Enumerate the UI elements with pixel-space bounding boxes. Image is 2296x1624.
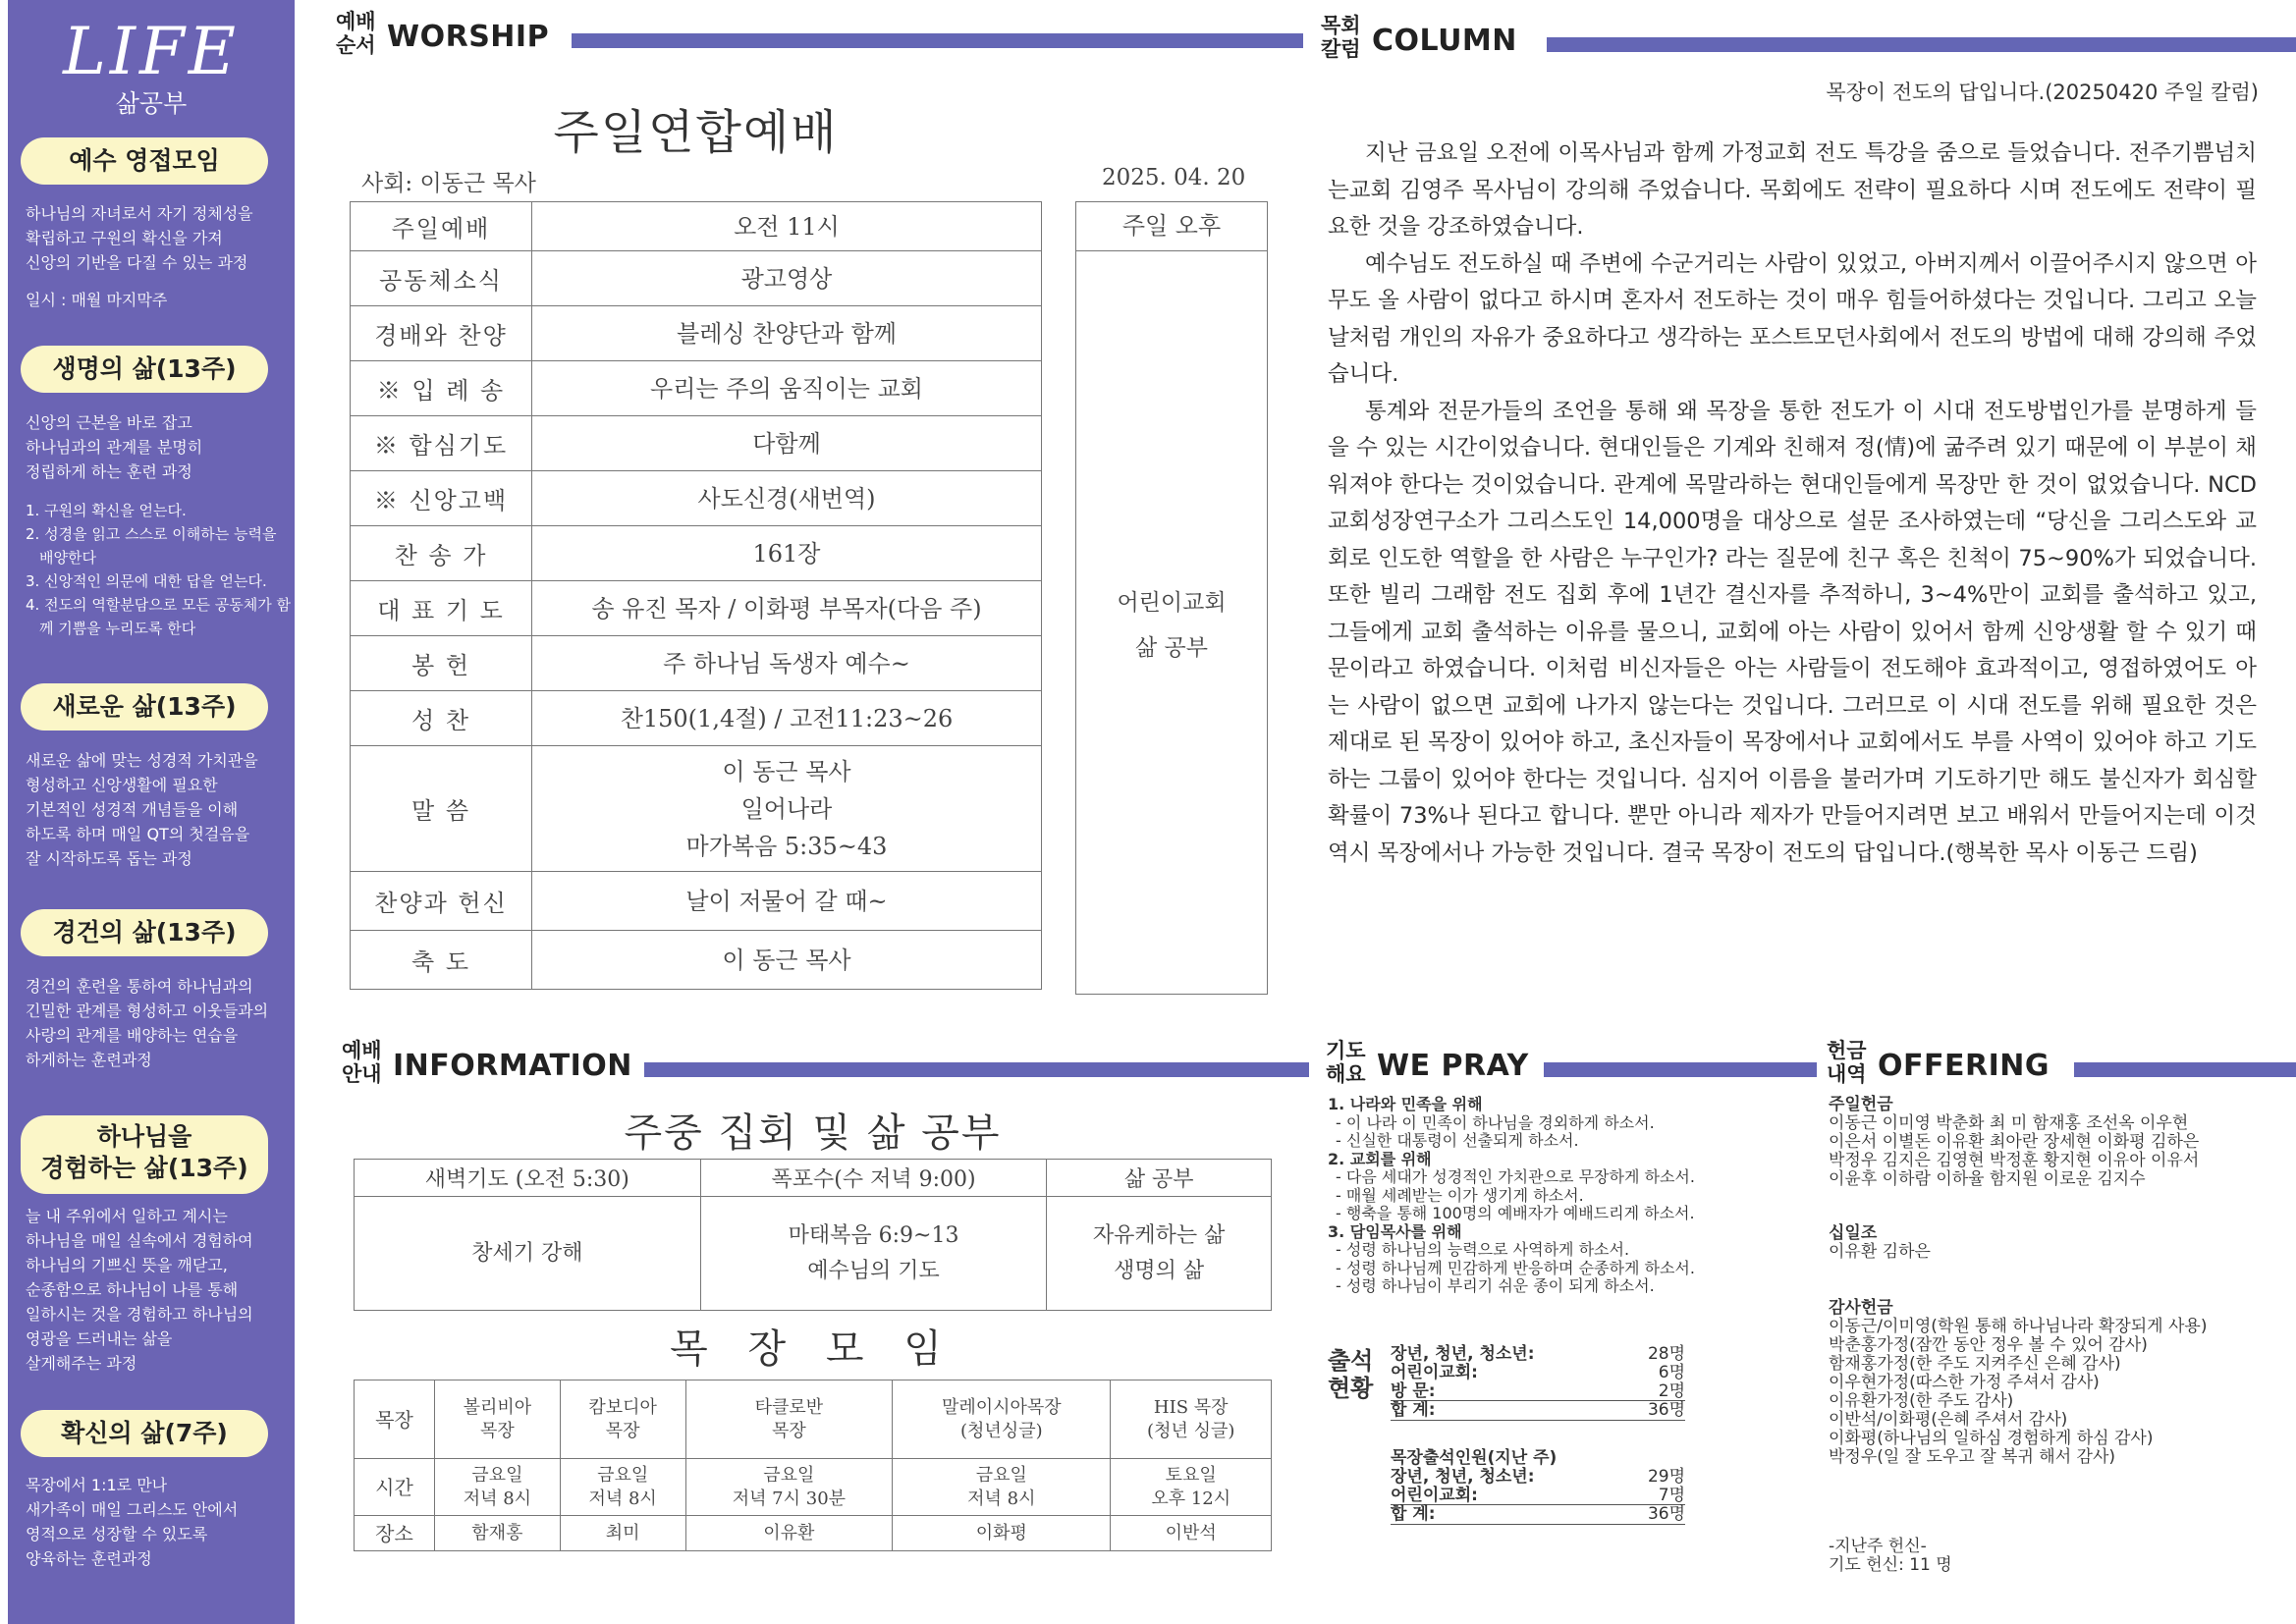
information-title: 주중 집회 및 삶 공부 [624, 1110, 1002, 1156]
information-header-kr: 예배 안내 [342, 1039, 382, 1086]
afternoon-body: 어린이교회 삶 공부 [1117, 590, 1227, 661]
header-bar [572, 33, 1303, 48]
offering-line: 이동근 이미영 박춘화 최 미 함재홍 조선옥 이우현 [1829, 1113, 2189, 1133]
sidebar-course-title: 생명의 삶(13주) [21, 346, 268, 393]
offering-line: 박정우(일 잘 도우고 잘 복귀 해서 감사) [1829, 1447, 2116, 1467]
sidebar-course-title: 예수 영접모임 [21, 137, 268, 185]
prayer-item: - 성령 하나님께 민감하게 반응하며 순종하게 하소서. [1336, 1258, 1695, 1277]
attendance-row: 어린이교회: 7명 [1391, 1486, 1685, 1505]
prayer-topic: 2. 교회를 위해 [1328, 1149, 1432, 1168]
sidebar-course-desc: 하나님의 자녀로서 자기 정체성을 확립하고 구원의 확신을 가져 신앙의 기반을 다질 수 있는 과정 [26, 204, 253, 272]
order-value: 우리는 주의 움직이는 교회 [532, 361, 1042, 416]
table-row [351, 636, 1042, 691]
group-time: 토요일 오후 12시 [1111, 1459, 1272, 1516]
worship-title: 주일연합예배 [553, 105, 839, 160]
offering-line: 이은서 이별돈 이유환 최아란 장세현 이화평 김하은 [1829, 1132, 2200, 1152]
column-header [1321, 14, 2296, 63]
table-row [351, 202, 1042, 251]
prayer-item: - 이 나라 이 민족이 하나님을 경외하게 하소서. [1336, 1112, 1655, 1132]
table-row [351, 526, 1042, 581]
group-place: 이유환 [685, 1516, 893, 1551]
group-place: 이화평 [893, 1516, 1111, 1551]
order-label: ※ 신앙고백 [351, 471, 532, 526]
group-meetings-table [354, 1380, 1272, 1551]
order-value: 오전 11시 [532, 202, 1042, 251]
offering-category: 십일조 [1829, 1223, 1878, 1243]
information-header-en: INFORMATION [393, 1049, 632, 1083]
prayer-list [1328, 1096, 1789, 1296]
offering-header-en: OFFERING [1878, 1049, 2050, 1083]
offering-line: 함재홍가정(한 주도 지켜주신 은혜 감사) [1829, 1354, 2121, 1374]
offering-line: 이우현가정(따스한 가정 주셔서 감사) [1829, 1373, 2100, 1392]
table-row [351, 872, 1042, 931]
offering-line: 이화평(하나님의 일하심 경험하게 하심 감사) [1829, 1429, 2154, 1448]
order-label: ※ 입 례 송 [351, 361, 532, 416]
sidebar-course-title: 하나님을 경험하는 삶(13주) [21, 1115, 268, 1194]
order-value: 이 동근 목사 일어나라 마가복음 5:35~43 [532, 746, 1042, 872]
row-label: 목장 [355, 1380, 435, 1459]
group-name: 말레이시아목장 (청년싱글) [893, 1380, 1111, 1459]
worship-date: 2025. 04. 20 [1102, 165, 1246, 190]
prayer-item: - 성령 하나님의 능력으로 사역하게 하소서. [1336, 1240, 1630, 1259]
sidebar-course-desc: 늘 내 주위에서 일하고 계시는 하나님을 매일 실속에서 경험하여 하나님의 기쁘신 뜻을 깨닫고, 순종함으로 하나님이 나를 통해 일하시는 것을 경험하고 하나님의 영광을 드러내는 삶을 살게해주는 과정 [26, 1207, 253, 1373]
life-logo-subtitle: 삶공부 [115, 89, 188, 118]
sidebar-course-note: 일시 : 매월 마지막주 [26, 291, 168, 309]
prayer-item: - 신실한 대통령이 선출되게 하소서. [1336, 1131, 1579, 1150]
order-value: 주 하나님 독생자 예수~ [532, 636, 1042, 691]
sidebar-course-list: 1. 구원의 확신을 얻는다. 2. 성경을 읽고 스스로 이해하는 능력을 배양한다 3. 신앙적인 의문에 대한 답을 얻는다. 4. 전도의 역할분담으로 모든 공동체가 함께 기쁨을 누리도록 한다 [26, 502, 291, 637]
prayer-item: - 성령 하나님이 부리기 쉬운 종이 되게 하소서. [1336, 1276, 1655, 1295]
header-bar [1544, 1062, 1817, 1077]
order-label: 공동체소식 [351, 251, 532, 306]
order-value: 사도신경(새번역) [532, 471, 1042, 526]
meeting-head: 삶 공부 [1047, 1160, 1272, 1197]
worship-header-kr: 예배 순서 [336, 10, 376, 57]
row-label: 시간 [355, 1459, 435, 1516]
offering-header-kr: 헌금 내역 [1827, 1039, 1867, 1086]
afternoon-head: 주일 오후 [1076, 202, 1267, 251]
table-row [351, 931, 1042, 990]
table-row [351, 691, 1042, 746]
order-value: 161장 [532, 526, 1042, 581]
table-row [351, 306, 1042, 361]
offering-footer-title: -지난주 헌신- [1829, 1537, 1927, 1556]
table-row [355, 1516, 1272, 1551]
order-value: 광고영상 [532, 251, 1042, 306]
table-row [351, 581, 1042, 636]
offering-category: 감사헌금 [1829, 1298, 1893, 1318]
table-row [355, 1197, 1272, 1311]
meeting-body: 창세기 강해 [355, 1197, 701, 1311]
table-row [351, 416, 1042, 471]
sidebar-course-title: 확신의 삶(7주) [21, 1410, 268, 1457]
group-name: HIS 목장 (청년 싱글) [1111, 1380, 1272, 1459]
offering-line: 이유환 김하은 [1829, 1242, 1931, 1262]
attendance-row: 합 계: 36명 [1391, 1504, 1685, 1524]
column-paragraph: 지난 금요일 오전에 이목사님과 함께 가정교회 전도 특강을 줌으로 들었습니다. 전주기쁨넘치는교회 김영주 목사님이 강의해 주었습니다. 목회에도 전략이 필요하다 시며 전도에도 전략이 필요한 것을 강조하였습니다. [1328, 140, 2257, 240]
header-bar [1547, 37, 2296, 52]
table-row [355, 1459, 1272, 1516]
group-name: 볼리비아 목장 [435, 1380, 561, 1459]
offering-line: 박춘홍가정(잠깐 동안 정우 볼 수 있어 감사) [1829, 1335, 2148, 1355]
header-bar [2074, 1062, 2296, 1077]
order-label: 성 찬 [351, 691, 532, 746]
order-value: 이 동근 목사 [532, 931, 1042, 990]
order-value: 블레싱 찬양단과 함께 [532, 306, 1042, 361]
column-header-en: COLUMN [1372, 24, 1517, 58]
order-value: 송 유진 목자 / 이화평 부목자(다음 주) [532, 581, 1042, 636]
table-row [351, 251, 1042, 306]
sidebar-course-desc: 목장에서 1:1로 만나 새가족이 매일 그리스도 안에서 영적으로 성장할 수 있도록 양육하는 훈련과정 [26, 1476, 239, 1568]
order-label: 봉 헌 [351, 636, 532, 691]
afternoon-box [1075, 201, 1268, 995]
column-body [1328, 135, 2257, 872]
group-place: 함재홍 [435, 1516, 561, 1551]
sidebar-course-title: 새로운 삶(13주) [21, 683, 268, 731]
worship-order-table [350, 201, 1042, 990]
sidebar [8, 0, 295, 1624]
group-time: 금요일 저녁 8시 [435, 1459, 561, 1516]
offering-category: 주일헌금 [1829, 1095, 1893, 1114]
attendance-row: 방 문: 2명 [1391, 1381, 1685, 1401]
prayer-item: - 매월 세례받는 이가 생기게 하소서. [1336, 1185, 1584, 1205]
attendance-row: 어린이교회: 6명 [1391, 1363, 1685, 1382]
order-value: 날이 저물어 갈 때~ [532, 872, 1042, 931]
table-row [355, 1380, 1272, 1459]
column-subtitle: 목장이 전도의 답입니다.(20250420 주일 칼럼) [1826, 81, 2259, 104]
table-row [351, 746, 1042, 872]
prayer-topic: 3. 담임목사를 위해 [1328, 1221, 1462, 1241]
worship-header-en: WORSHIP [387, 20, 550, 54]
meeting-head: 새벽기도 (오전 5:30) [355, 1160, 701, 1197]
order-label: 찬양과 헌신 [351, 872, 532, 931]
group-place: 이반석 [1111, 1516, 1272, 1551]
offering-list [1829, 1096, 2280, 1575]
order-value: 다함께 [532, 416, 1042, 471]
weekly-meetings-table [354, 1159, 1272, 1311]
order-value: 찬150(1,4절) / 고전11:23~26 [532, 691, 1042, 746]
table-row [351, 471, 1042, 526]
offering-line: 이윤후 이하람 이하율 함지원 이로운 김지수 [1829, 1169, 2146, 1189]
sidebar-course-desc: 신앙의 근본을 바로 잡고 하나님과의 관계를 분명히 정립하게 하는 훈련 과정 [26, 413, 203, 481]
offering-header [1827, 1039, 2296, 1088]
information-header [342, 1039, 1309, 1088]
group-name: 타클로반 목장 [685, 1380, 893, 1459]
meeting-body: 자유케하는 삶 생명의 삶 [1047, 1197, 1272, 1311]
divider [1391, 1420, 1685, 1421]
attendance-row: 합 계: 36명 [1391, 1400, 1685, 1420]
group-time: 금요일 저녁 7시 30분 [685, 1459, 893, 1516]
attendance-row: 장년, 청년, 청소년: 29명 [1391, 1467, 1685, 1487]
order-label: 말 씀 [351, 746, 532, 872]
offering-line: 박정우 김지은 김영현 박정훈 황지현 이유아 이유서 [1829, 1151, 2200, 1170]
group-time: 금요일 저녁 8시 [560, 1459, 685, 1516]
worship-host: 사회: 이동근 목사 [361, 171, 536, 196]
attendance-label: 출석 현황 [1328, 1347, 1374, 1402]
row-label: 장소 [355, 1516, 435, 1551]
meeting-body: 마태복음 6:9~13 예수님의 기도 [700, 1197, 1047, 1311]
order-label: ※ 합심기도 [351, 416, 532, 471]
order-label: 축 도 [351, 931, 532, 990]
offering-line: 이동근/이미영(학원 통해 하나님나라 확장되게 사용) [1829, 1317, 2208, 1336]
sidebar-course-desc: 경건의 훈련을 통하여 하나님과의 긴밀한 관계를 형성하고 이웃들과의 사랑의 관계를 배양하는 연습을 하게하는 훈련과정 [26, 977, 269, 1069]
pray-header [1326, 1039, 1817, 1088]
header-bar [644, 1062, 1309, 1077]
group-name: 캄보디아 목장 [560, 1380, 685, 1459]
order-label: 대 표 기 도 [351, 581, 532, 636]
column-paragraph: 예수님도 전도하실 때 주변에 수군거리는 사람이 있었고, 아버지께서 이끌어주시지 않으면 아무도 올 사람이 없다고 하시며 혼자서 전도하는 것이 매우 힘들어하셨다는 것입니다. 그리고 오늘날처럼 개인의 자유가 중요하다고 생각하는 포스트모던사회에서 전도의 방법에 대해 강의해 주었습니다. [1328, 250, 2257, 387]
prayer-item: - 행축을 통해 100명의 예배자가 예배드리게 하소서. [1336, 1204, 1695, 1222]
mokjang-attendance-title: 목장출석인원(지난 주) [1391, 1448, 1558, 1468]
sidebar-course-title: 경건의 삶(13주) [21, 909, 268, 956]
pray-header-en: WE PRAY [1377, 1049, 1529, 1083]
group-time: 금요일 저녁 8시 [893, 1459, 1111, 1516]
offering-line: 이유환가정(한 주도 감사) [1829, 1391, 2014, 1411]
meeting-head: 폭포수(수 저녁 9:00) [700, 1160, 1047, 1197]
offering-footer-count: 기도 헌신: 11 명 [1829, 1555, 1952, 1575]
table-row [351, 361, 1042, 416]
group-meeting-title: 목 장 모 임 [670, 1326, 956, 1372]
order-label: 찬 송 가 [351, 526, 532, 581]
order-label: 경배와 찬양 [351, 306, 532, 361]
order-label: 주일예배 [351, 202, 532, 251]
pray-header-kr: 기도 해요 [1326, 1039, 1366, 1086]
prayer-item: - 다음 세대가 성경적인 가치관으로 무장하게 하소서. [1336, 1167, 1695, 1186]
column-paragraph: 통계와 전문가들의 조언을 통해 왜 목장을 통한 전도가 이 시대 전도방법인가를 분명하게 들을 수 있는 시간이었습니다. 현대인들은 기계와 친해져 정(情)에 굶주려 있기 때문에 이 부분이 채워져야 한다는 것이었습니다. 관계에 목말라하는 현대인들에게 목장만 한 것이 없었습니다. NCD 교회성장연구소가 그리스도인 14,000명을 대상으로 설문 조사하였는데 “당신을 그리스도와 교회로 인도한 역할을 한 사람은 누구인가? 라는 질문에 친구 혹은 친척이 75~90%가 되었습니다. 또한 빌리 그래함 전도 집회 후에 1년간 결신자를 추적하니, 3~4%만이 교회를 출석하고 있고, 그들에게 교회 출석하는 이유를 물으니, 교회에 아는 사람이 있어서 함께 신앙생활 할 수 있기 때문이라고 하였습니다. 이처럼 비신자들은 아는 사람들이 전도해야 효과적이고, 영접하였어도 아는 사람이 없으면 교회에 나가지 않는다는 것입니다. 그러므로 이 시대 전도를 위해 필요한 것은 제대로 된 목장이 있어야 하고, 초신자들이 목장에서나 교회에서도 부를 사역이 있어야 하고 기도하는 그룹이 있어야 한다는 것입니다. 심지어 이름을 불러가며 기도하기만 해도 불신자가 회심할 확률이 73%나 된다고 합니다. 뿐만 아니라 제자가 만들어지려면 보고 배워서 만들어지는데 이것 역시 목장에서나 가능한 것입니다. 결국 목장이 전도의 답입니다.(행복한 목사 이동근 드림) [1328, 398, 2257, 866]
sidebar-course-desc: 새로운 삶에 맞는 성경적 가치관을 형성하고 신앙생활에 필요한 기본적인 성경적 개념들을 이해 하도록 하며 매일 QT의 첫걸음을 잘 시작하도록 돕는 과정 [26, 751, 258, 868]
offering-line: 이반석/이화평(은혜 주셔서 감사) [1829, 1410, 2068, 1430]
worship-header [336, 10, 1303, 59]
prayer-topic: 1. 나라와 민족을 위해 [1328, 1095, 1483, 1113]
attendance-row: 장년, 청년, 청소년: 28명 [1391, 1344, 1685, 1364]
column-header-kr: 목회 칼럼 [1321, 14, 1361, 61]
life-logo: LIFE [63, 14, 240, 89]
divider [1391, 1524, 1685, 1525]
group-place: 최미 [560, 1516, 685, 1551]
table-row [355, 1160, 1272, 1197]
